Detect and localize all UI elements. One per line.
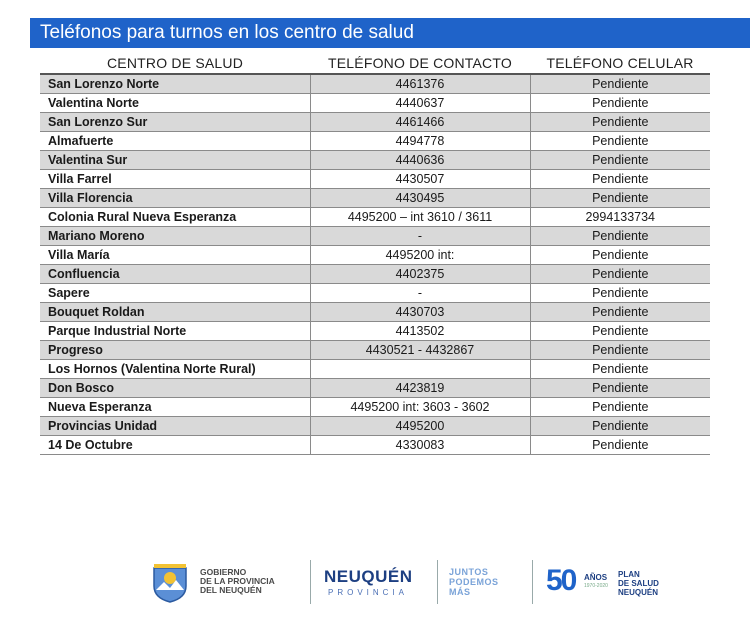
cell-centro: San Lorenzo Sur	[40, 113, 310, 132]
gobierno-logo-text: GOBIERNO DE LA PROVINCIA DEL NEUQUÉN	[200, 567, 275, 595]
cell-celular: Pendiente	[530, 341, 710, 360]
cell-telefono: 4430703	[310, 303, 530, 322]
cell-celular: Pendiente	[530, 417, 710, 436]
provincial-crest-icon	[148, 560, 192, 604]
table-row	[40, 189, 710, 208]
table-row	[40, 398, 710, 417]
table-row	[40, 208, 710, 227]
table-header-row	[40, 52, 710, 74]
page-title: Teléfonos para turnos en los centro de salud	[30, 18, 750, 48]
cell-telefono: 4440637	[310, 94, 530, 113]
cell-centro: San Lorenzo Norte	[40, 74, 310, 94]
fifty-years-logo: 50	[546, 564, 576, 597]
table-row	[40, 417, 710, 436]
cell-celular: 2994133734	[530, 208, 710, 227]
header-telefono: TELÉFONO DE CONTACTO	[310, 52, 530, 74]
cell-celular: Pendiente	[530, 360, 710, 379]
header-celular: TELÉFONO CELULAR	[530, 52, 710, 74]
cell-telefono	[310, 360, 530, 379]
table-row	[40, 74, 710, 94]
cell-centro: Colonia Rural Nueva Esperanza	[40, 208, 310, 227]
table-row	[40, 360, 710, 379]
cell-centro: Villa Farrel	[40, 170, 310, 189]
footer-logos	[148, 558, 678, 608]
divider	[437, 560, 438, 604]
cell-centro: Provincias Unidad	[40, 417, 310, 436]
table-row	[40, 94, 710, 113]
cell-centro: Parque Industrial Norte	[40, 322, 310, 341]
cell-centro: Nueva Esperanza	[40, 398, 310, 417]
cell-centro: Progreso	[40, 341, 310, 360]
table-row	[40, 132, 710, 151]
cell-telefono: 4494778	[310, 132, 530, 151]
cell-celular: Pendiente	[530, 284, 710, 303]
cell-celular: Pendiente	[530, 132, 710, 151]
cell-celular: Pendiente	[530, 436, 710, 455]
cell-celular: Pendiente	[530, 151, 710, 170]
health-centers-table	[40, 52, 710, 455]
cell-telefono: 4330083	[310, 436, 530, 455]
cell-centro: Villa Florencia	[40, 189, 310, 208]
divider	[310, 560, 311, 604]
provincia-logo-text: PROVINCIA	[328, 588, 409, 597]
plan-salud-logo: PLAN DE SALUD NEUQUÉN	[618, 570, 659, 597]
cell-centro: Villa María	[40, 246, 310, 265]
years-range-text: 1970-2020	[584, 583, 608, 589]
table-row	[40, 303, 710, 322]
cell-celular: Pendiente	[530, 94, 710, 113]
cell-celular: Pendiente	[530, 227, 710, 246]
cell-centro: Mariano Moreno	[40, 227, 310, 246]
cell-celular: Pendiente	[530, 398, 710, 417]
cell-telefono: 4495200	[310, 417, 530, 436]
cell-centro: Don Bosco	[40, 379, 310, 398]
cell-telefono: 4430507	[310, 170, 530, 189]
anos-text: AÑOS	[584, 573, 608, 582]
cell-centro: Sapere	[40, 284, 310, 303]
cell-telefono: 4461376	[310, 74, 530, 94]
table-row	[40, 113, 710, 132]
header-centro: CENTRO DE SALUD	[40, 52, 310, 74]
cell-telefono: 4461466	[310, 113, 530, 132]
cell-celular: Pendiente	[530, 74, 710, 94]
table-row	[40, 227, 710, 246]
cell-celular: Pendiente	[530, 170, 710, 189]
cell-telefono: 4495200 – int 3610 / 3611	[310, 208, 530, 227]
cell-telefono: 4440636	[310, 151, 530, 170]
table-row	[40, 170, 710, 189]
table-row	[40, 265, 710, 284]
cell-telefono: -	[310, 227, 530, 246]
cell-centro: Confluencia	[40, 265, 310, 284]
cell-celular: Pendiente	[530, 246, 710, 265]
cell-celular: Pendiente	[530, 189, 710, 208]
table-row	[40, 151, 710, 170]
divider	[532, 560, 533, 604]
cell-telefono: -	[310, 284, 530, 303]
table-row	[40, 246, 710, 265]
cell-telefono: 4430521 - 4432867	[310, 341, 530, 360]
cell-celular: Pendiente	[530, 379, 710, 398]
cell-centro: Valentina Sur	[40, 151, 310, 170]
cell-celular: Pendiente	[530, 322, 710, 341]
cell-celular: Pendiente	[530, 265, 710, 284]
cell-telefono: 4430495	[310, 189, 530, 208]
table-row	[40, 436, 710, 455]
cell-telefono: 4495200 int:	[310, 246, 530, 265]
cell-telefono: 4423819	[310, 379, 530, 398]
cell-centro: Los Hornos (Valentina Norte Rural)	[40, 360, 310, 379]
cell-centro: 14 De Octubre	[40, 436, 310, 455]
table-row	[40, 284, 710, 303]
cell-centro: Bouquet Roldan	[40, 303, 310, 322]
cell-centro: Almafuerte	[40, 132, 310, 151]
table-row	[40, 341, 710, 360]
cell-telefono: 4402375	[310, 265, 530, 284]
cell-celular: Pendiente	[530, 303, 710, 322]
juntos-podemos-logo: JUNTOS PODEMOS MÁS	[449, 567, 499, 597]
neuquen-logo: NEUQUÉN	[324, 567, 413, 586]
cell-centro: Valentina Norte	[40, 94, 310, 113]
table-row	[40, 379, 710, 398]
cell-telefono: 4413502	[310, 322, 530, 341]
cell-celular: Pendiente	[530, 113, 710, 132]
cell-telefono: 4495200 int: 3603 - 3602	[310, 398, 530, 417]
table-row	[40, 322, 710, 341]
